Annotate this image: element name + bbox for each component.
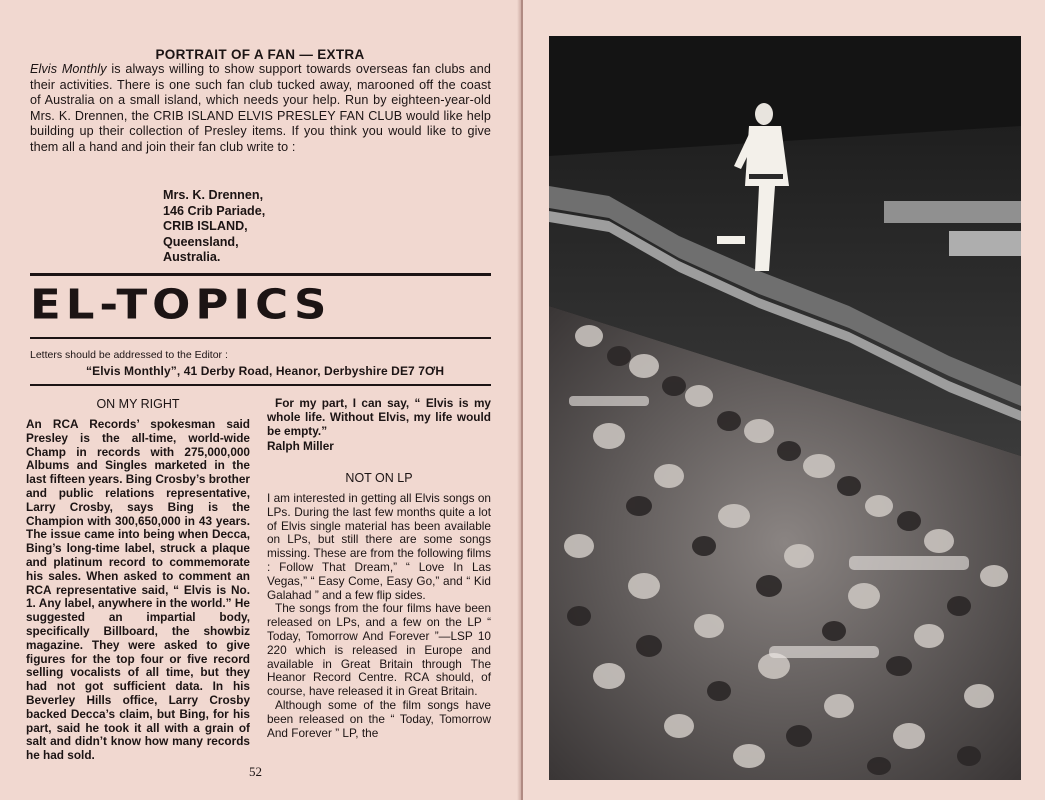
top-divider <box>30 273 491 276</box>
on-my-right-heading: ON MY RIGHT <box>96 397 180 411</box>
left-page <box>0 0 521 800</box>
concert-photo <box>549 36 1021 780</box>
address-line: 146 Crib Pariade, <box>163 203 266 218</box>
address-divider <box>30 384 491 386</box>
not-on-lp-para: I am interested in getting all Elvis songs on LPs. During the last few months quite a lot of Elvis single material has been available on LPs, but still there are some songs missing. These are from the following films : Follow That Dream,” “ Love In Las Vegas,” “ Easy Come, Easy Go,” and “ Kid Galahad ” and a few flip sides. <box>267 491 491 602</box>
logo-divider <box>30 337 491 339</box>
letters-note: Letters should be addressed to the Editor : <box>30 349 228 361</box>
not-on-lp-heading: NOT ON LP <box>345 471 413 485</box>
on-my-right-body: An RCA Records’ spokesman said Presley is the all-time, world-wide Champ in records with 275,000,000 Albums and Singles marketed in the last fifteen years. Bing Crosby’s brother and public relations representative, Larry Crosby, says Bing is the Champion with 300,650,000 in 43 years. The issue came into being when Decca, Bing’s long-time label, struck a plaque and platinum record to commemorate his sales. When asked to comment an RCA representative said, “ Elvis is No. 1. Any label, anywhere in the world.” He suggested an impartial body, specifically Billboard, the showbiz magazine. They were asked to give figures for the top four or five record selling vocalists of all time, but they had not got sufficient data. In his Beverley Hills office, Larry Crosby backed Decca’s claim, but Bing, for his part, said he took it all with a grain of salt and didn’t know how many records he had sold. <box>26 417 250 763</box>
right-column <box>267 397 491 454</box>
reader-quote: For my part, I can say, “ Elvis is my whole life. Without Elvis, my life would be empty.” <box>267 396 491 438</box>
not-on-lp-para: The songs from the four films have been released on LPs, and a few on the LP “ Today, Tomorrow And Forever ”—LSP 10 220 which is released in Europe and available in Great Britain through The Heanor Record Centre. RCA should, of course, have released it in Great Britain. <box>267 601 491 699</box>
page-number: 52 <box>249 764 262 779</box>
not-on-lp-para: Although some of the film songs have been released on the “ Today, Tomorrow And Forever ” LP, the <box>267 697 491 740</box>
fan-club-address <box>163 188 265 266</box>
reader-signature: Ralph Miller <box>267 439 334 454</box>
magazine-name: Elvis Monthly <box>30 62 107 76</box>
address-line: Mrs. K. Drennen, <box>163 188 264 202</box>
concert-photo-image <box>549 36 1021 780</box>
not-on-lp-body <box>267 492 491 740</box>
fan-extra-title: PORTRAIT OF A FAN — EXTRA <box>155 47 365 62</box>
address-line: Queensland, <box>163 234 239 249</box>
fan-extra-body <box>30 62 491 156</box>
address-line: Australia. <box>163 250 221 264</box>
address-line: CRIB ISLAND, <box>163 219 248 233</box>
fan-extra-body-text: is always willing to show support towards overseas fan clubs and their activities. There is one such fan club tucked away, marooned off the coast of Australia on a small island, which needs your help. Run by eighteen-year-old Mrs. K. Drennen, the CRIB ISLAND ELVIS PRESLEY FAN CLUB would like help building up their collection of Presley items. If you think you would like to give them all a hand and join their fan club write to : <box>30 62 491 154</box>
el-topics-logo: EL-TOPICS <box>30 280 332 329</box>
editor-address: “Elvis Monthly”, 41 Derby Road, Heanor, Derbyshire DE7 7ƠH <box>86 364 445 378</box>
